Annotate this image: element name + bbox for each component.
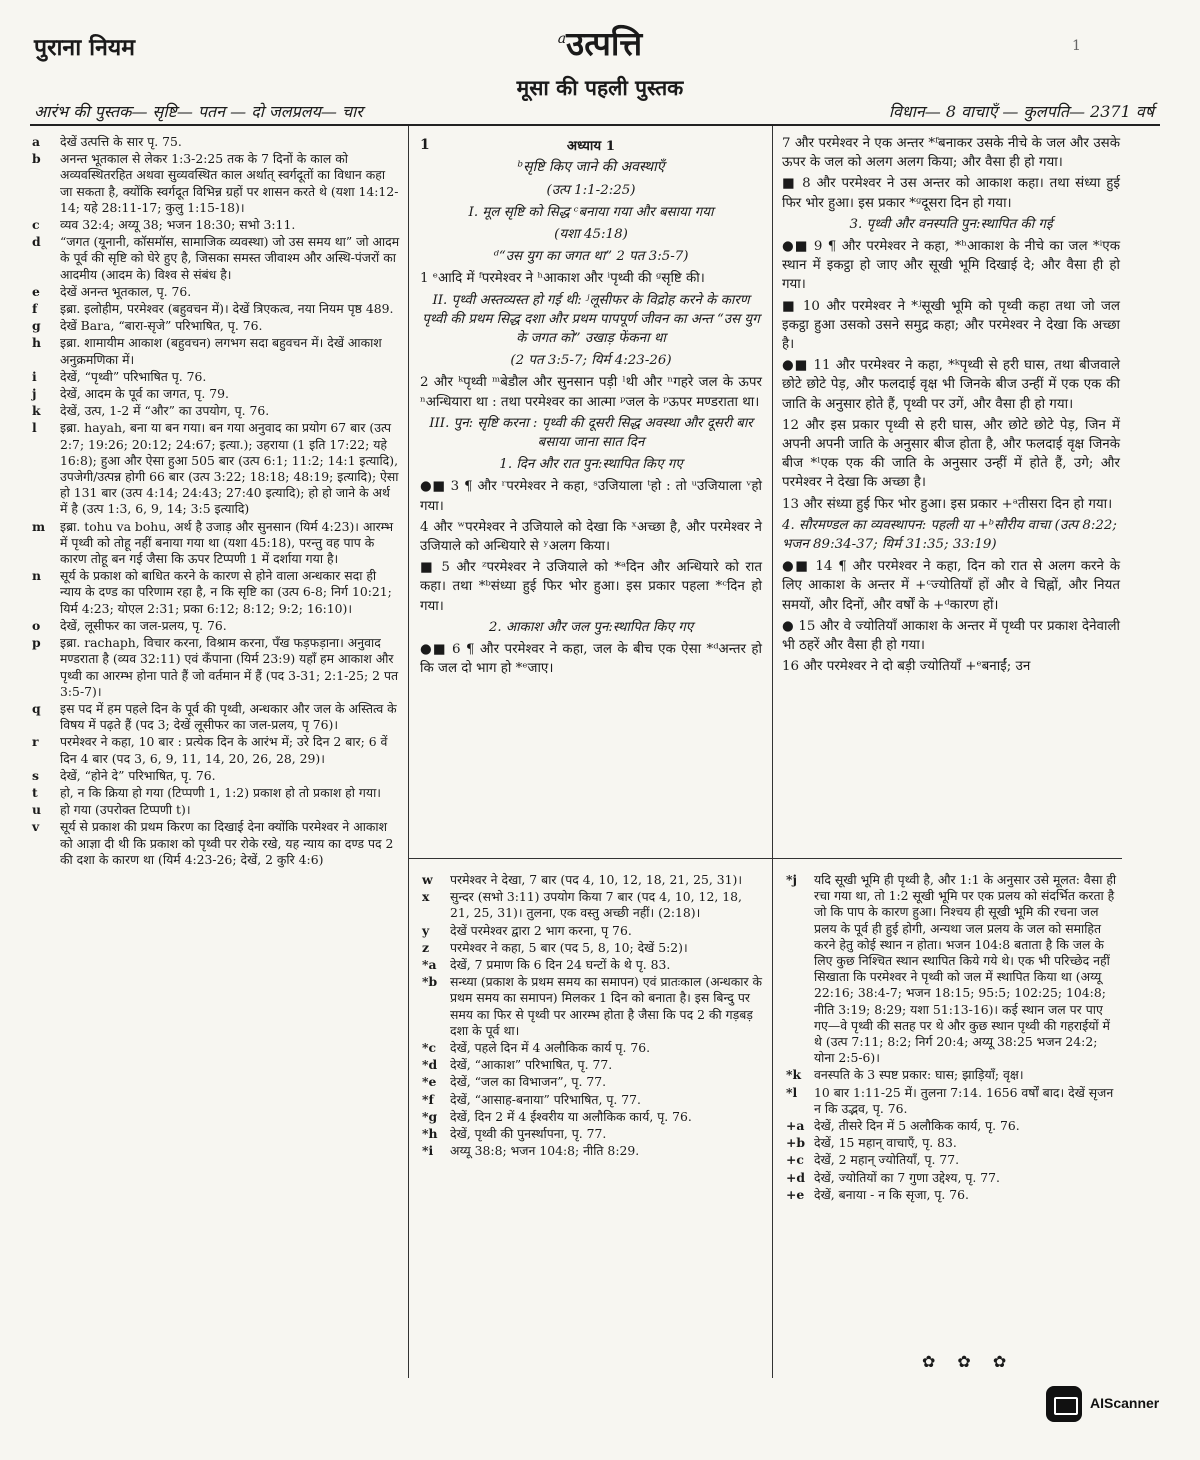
chapter-title: अध्याय 1 — [566, 138, 616, 155]
right-notes-column — [786, 872, 1120, 1204]
footnote-text: इस पद में हम पहले दिन के पूर्व की पृथ्वी, अन्धकार और जल के अस्तित्व के विषय में पढ़ते हैं (पद 3; देखें लूसीफर का जल-प्रलय, पृ 76)। — [60, 700, 397, 733]
footnote-label: k — [32, 403, 41, 419]
section-heading-ii: II. पृथ्वी अस्तव्यस्त हो गई थी: ʲलूसीफर के विद्रोह करने के कारण पृथ्वी की प्रथम सिद्ध दशा और प्रथम पापपूर्ण जीवन का अन्त “उस युग के जगत को” उखाड़ फेंकना था — [422, 292, 760, 347]
footnote-text: देखें, “होने दे” परिभाषित, पृ. 76. — [60, 767, 216, 783]
footnote-label: *e — [422, 1074, 437, 1090]
footnote — [786, 1170, 1120, 1186]
footnote-label: t — [32, 784, 38, 800]
verse-2: 2 और ᵏपृथ्वी ᵐबेडौल और सुनसान पड़ी ˡथी और ⁿगहरे जल के ऊपर ⁿअन्धियारा था : तथा परमेश्वर का आत्मा ᵖजल के ᵖऊपर मण्डराता था। — [420, 375, 762, 410]
footnote-label: *g — [422, 1108, 438, 1124]
footnote-text: अनन्त भूतकाल से लेकर 1:3-2:25 तक के 7 दिनों के काल को अव्यवस्थितरहित अथवा सुव्यवस्थित काल अर्थात् स्वर्गदूतों का विधान कहा जा सकता है, क्योंकि स्वर्गदूत विभिन्न ग्रहों पर शासन करते थे (यशा 14:12-14; यहे 28:11-17; कुलु 1:15-18)। — [60, 151, 399, 215]
footnote — [422, 872, 762, 888]
section-heading-creation-ref: (उत्प 1:1-2:25) — [546, 182, 636, 198]
footnote-label: s — [32, 767, 39, 783]
footnote — [786, 1118, 1120, 1134]
footnote-label: +d — [786, 1169, 806, 1185]
footnote-label: +b — [786, 1135, 806, 1151]
footnote-text: देखें, लूसीफर का जल-प्रलय, पृ. 76. — [60, 617, 227, 633]
footnote-text: देखें, 2 महान् ज्योतियाँ, पृ. 77. — [814, 1152, 960, 1168]
section-heading-i-quote: ᵈ“उस युग का जगत था” 2 पत 3:5-7) — [493, 249, 689, 265]
footnote-label: h — [32, 335, 42, 351]
footnote-label: +e — [786, 1186, 805, 1202]
footnote-text: हो, न कि क्रिया हो गया (टिप्पणी 1, 1:2) प्रकाश हो तो प्रकाश हो गया। — [60, 784, 381, 800]
section-heading-vegetation: 3. पृथ्वी और वनस्पति पुन:स्थापित की गई — [849, 216, 1053, 232]
footnote-label: *h — [422, 1126, 438, 1142]
footnote-text: अय्यू 38:8; भजन 104:8; नीति 8:29. — [450, 1143, 640, 1159]
verse-9: ●■ 9 ¶ और परमेश्वर ने कहा, *ʰआकाश के नीचे का जल *ⁱएक स्थान में इकट्ठा हो जाए और सूखी भूमि दिखाई दे; और वैसा ही हो गया। — [782, 239, 1120, 293]
testament-label: पुराना नियम — [34, 34, 135, 61]
book-title — [0, 20, 1200, 65]
footnote-text: देखें, आदम के पूर्व का जगत, पृ. 79. — [60, 386, 229, 402]
footnote — [32, 284, 400, 300]
footnote-text: देखें अनन्त भूतकाल, पृ. 76. — [60, 283, 192, 299]
section-heading-iv-sub: 2. आकाश और जल पुन:स्थापित किए गए — [488, 619, 694, 635]
footnote-text: इब्रा. शामायीम आकाश (बहुवचन) लगभग सदा बहुवचन में। देखें आकाश अनुक्रमणिका में। — [60, 335, 382, 367]
section-heading-iii-sub: 1. दिन और रात पुन:स्थापित किए गए — [499, 457, 683, 473]
footnote-label: p — [32, 635, 41, 651]
footnote — [32, 134, 400, 150]
column-rule-right — [772, 126, 773, 1378]
section-heading-i: I. मूल सृष्टि को सिद्ध ᶜबनाया गया और बसाया गया — [468, 204, 714, 220]
footnote-label: z — [422, 939, 430, 955]
footnote — [32, 318, 400, 334]
verse-5: ■ 5 और ᶻपरमेश्वर ने उजियाले को *ᵃदिन और अन्धियारे को रात कहा। तथा *ᵇसंध्या हुई फिर भोर हुआ। इस प्रकार पहला *ᶜदिन हो गया। — [420, 560, 762, 614]
verse-11: ●■ 11 और परमेश्वर ने कहा, *ᵏपृथ्वी से हरी घास, तथा बीजवाले छोटे छोटे पेड़, और फलदाई वृक्ष भी जिनके बीज उन्हीं में एक एक की जाति के अनुसार होते हैं, पृथ्वी पर उगें, और वैसा ही हो गया। — [782, 358, 1120, 412]
verse-1: 1 ᵉआदि में ᶠपरमेश्वर ने ʰआकाश और ⁱपृथ्वी की ᵍसृष्टि की। — [420, 271, 705, 287]
footnote-label: *j — [786, 872, 797, 887]
footnote-label: *k — [786, 1067, 802, 1083]
footnote — [32, 819, 400, 868]
verse-14: ●■ 14 ¶ और परमेश्वर ने कहा, दिन को रात से अलग करने के लिए आकाश के अन्तर में +ᶜज्योतियाँ हों और वे चिह्नों, और नियत समयों, और दिनों, और वर्षों के +ᵈकारण हों। — [782, 559, 1120, 613]
footnote — [422, 923, 762, 939]
footnote-text: “जगत (यूनानी, कॉसमॉस, सामाजिक व्यवस्था) जो उस समय था” जो आदम के पूर्व की सृष्टि को घेरे हुए है, जिसका समस्त जीवाश्म और अस्थि-पंजरों का आदमीय (आदम के) विश्व से संबंध है। — [60, 234, 400, 282]
footnote — [32, 234, 400, 283]
footnote-text: देखें, तीसरे दिन में 5 अलौकिक कार्य, पृ. 76. — [814, 1118, 1020, 1134]
footnote-text: सूर्य से प्रकाश की प्रथम किरण का दिखाई देना क्योंकि परमेश्वर ने आकाश को आज्ञा दी थी कि प्रकाश को पृथ्वी पर रोके रखे, यह न्याय का दण्ड पद 2 की दशा के कारण था (यिर्म 4:23-26; देखें, 2 कुरि 4:6) — [60, 819, 394, 867]
footnote-text: परमेश्वर ने देखा, 7 बार (पद 4, 10, 12, 18, 21, 25, 31)। — [450, 872, 743, 887]
footnote-text: हो गया (उपरोक्त टिप्पणी t)। — [60, 802, 191, 818]
verse-4: 4 और ʷपरमेश्वर ने उजियाले को देखा कि ˣअच्छा है, और परमेश्वर ने उजियाले को अन्धियारे से ʸअलग किया। — [420, 519, 762, 555]
footnote-label: n — [32, 568, 42, 584]
footnote-text: इब्रा. hayah, बना या बन गया। बन गया अनुवाद का प्रयोग 67 बार (उत्प 2:7; 19:26; 20:12; 24:67; इत्या.); उहराया (1 इति 17:22; यहे 16:8); हुआ और ऐसा हुआ 505 बार (उत्प 6:1; 11:2; 14:1 इत्यादि), उपजेगी/उत्पन्न होगी 66 बार (उत्प 3:22; 18:18; 48:19; इत्यादि); ऐसा हो 131 बार (उत्प 4:14; 24:43; 27:40 इत्यादि); हो हो जाने के अर्थ में है (उत्प 1:3, 6, 9, 14; 3:5 इत्यादि) — [60, 420, 399, 517]
footnote — [32, 618, 400, 634]
verse-13: 13 और संध्या हुई फिर भोर हुआ। इस प्रकार +ᵃतीसरा दिन हो गया। — [782, 496, 1113, 512]
footnote-text: सूर्य के प्रकाश को बाधित करने के कारण से होने वाला अन्धकार सदा ही न्याय के दण्ड का परिणाम रहा है, न कि सृष्टि का (उत्प 6-8; निर्ग 10:21; यिर्म 4:23; योएल 2:31; प्रका 6:12; 8:12; 9:2; 16:10)। — [60, 568, 392, 616]
footnote-label: l — [32, 420, 37, 436]
verse-6: ●■ 6 ¶ और परमेश्वर ने कहा, जल के बीच एक ऐसा *ᵈअन्तर हो कि जल दो भाग हो *ᵉजाए। — [420, 642, 762, 677]
scanner-watermark — [1046, 1386, 1176, 1426]
footnote-text: देखें परमेश्वर द्वारा 2 भाग करना, पृ 76. — [450, 922, 632, 938]
footnote-text: देखें उत्पत्ति के सार पृ. 75. — [60, 134, 182, 149]
footnote-text: देखें, “जल का विभाजन”, पृ. 77. — [450, 1074, 607, 1090]
footnote-text: देखें, “पृथ्वी” परिभाषित पृ. 76. — [60, 368, 207, 384]
footnote — [786, 1085, 1120, 1117]
footnote-text: देखें, “आसाह-बनाया” परिभाषित, पृ. 77. — [450, 1091, 641, 1107]
column-rule-left — [408, 126, 409, 1378]
footnote-label: d — [32, 234, 41, 250]
footnote-label: a — [32, 134, 41, 149]
footnote — [422, 974, 762, 1039]
page-number: 1 — [1072, 38, 1081, 54]
footnote — [422, 1074, 762, 1090]
footnote-text: परमेश्वर ने कहा, 5 बार (पद 5, 8, 10; देखें 5:2)। — [450, 939, 688, 955]
verse-7: 7 और परमेश्वर ने एक अन्तर *ᶠबनाकर उसके नीचे के जल और उसके ऊपर के जल को अलग अलग किया; और वैसा ही हो गया। — [782, 136, 1120, 171]
verse-16: 16 और परमेश्वर ने दो बड़ी ज्योतियाँ +ᵉबनाईं; उन — [782, 659, 1031, 675]
section-heading-creation: ᵇसृष्टि किए जाने की अवस्थाएँ — [517, 159, 665, 176]
footnote-text: यदि सूखी भूमि ही पृथ्वी है, और 1:1 के अनुसार उसे मूलत: वैसा ही रचा गया था, तो 1:2 सूखी भूमि पर एक प्रलय को संदर्भित करता है जो कि पाप के कारण हुआ। निश्चय ही सूखी भूमि की रचना जल प्रलय के पूर्व ही हुई होगी, अन्यथा जल प्रलय के जल को समाहित करने हेतु कोई स्थान न होता। भजन 104:8 बताता है कि जल के लिए कुछ निश्चित स्थान स्थापित किये गये थे। एक भी परिच्छेद नहीं सिखाता कि परमेश्वर ने पृथ्वी को जल में स्थापित किया था (अय्यू 22:16; 38:4-7; भजन 18:15; 95:5; 102:25; 104:8; नीति 3:19; 8:29; यशा 51:13-16)। कई स्थान जल पर पाए गए—वे पृथ्वी की सतह पर थे और कुछ स्थान पृथ्वी की गहराईयों में थे (उत्प 7:11; 8:2; निर्ग 20:4; अय्यू 38:25 भजन 24:2; योना 2:5-6)। — [814, 872, 1117, 1066]
title-footnote-mark: a — [557, 31, 567, 47]
footnote — [786, 1135, 1120, 1151]
footnote-label: v — [32, 819, 40, 835]
footnote-text: देखें, “आकाश” परिभाषित, पृ. 77. — [450, 1057, 613, 1073]
footnote-text: सन्ध्या (प्रकाश के प्रथम समय का समापन) एवं प्रातःकाल (अन्धकार के प्रथम समय का समापन) मिलकर 1 दिन को बनाता है। इस बिन्दु पर समय का फिर से पृथ्वी पर आरम्भ होता है जैसा कि पद 2 की गड़बड़ दशा के पूर्व था। — [450, 974, 762, 1038]
footnote-text: देखें, बनाया - न कि सृजा, पृ. 76. — [814, 1186, 969, 1202]
footnote — [32, 151, 400, 216]
footnote-text: देखें Bara, “बारा-सृजे” परिभाषित, पृ. 76. — [60, 318, 263, 334]
footnote-label: u — [32, 802, 42, 818]
footnote — [32, 768, 400, 784]
footnote-label: x — [422, 889, 430, 905]
footnote-text: सुन्दर (सभो 3:11) उपयोग किया 7 बार (पद 4, 10, 12, 18, 21, 25, 31)। तुलना, एक वस्तु अच्छी नहीं। (2:18)। — [450, 889, 742, 921]
footnote-label: *l — [786, 1084, 798, 1100]
verse-10: ■ 10 और परमेश्वर ने *ʲसूखी भूमि को पृथ्वी कहा तथा जो जल इकट्ठा हुआ उसको उसने समुद्र कहा; और परमेश्वर ने देखा कि अच्छा है। — [782, 298, 1120, 353]
footnote-text: देखें, ज्योतियों का 7 गुणा उद्देश्य, पृ. 77. — [814, 1169, 1000, 1185]
footnote-text: देखें, उत्प, 1-2 में “और” का उपयोग, पृ. 76. — [60, 403, 270, 419]
scanner-logo-icon — [1046, 1386, 1082, 1422]
end-ornament: ✿✿✿ — [922, 1352, 1029, 1371]
footnote-text: इब्रा. rachaph, विचार करना, विश्राम करना, पँख फड़फड़ाना। अनुवाद मण्डराता है (व्यव 32:11) एवं कँपाना (यिर्म 23:9) यहाँ हम आकाश और पृथ्वी का आरम्भ होना पाते हैं जो वर्तमान में हैं (पद 3-31; 2:1-25; 2 पत 3:5-7)। — [60, 635, 399, 699]
footnote-label: r — [32, 734, 39, 750]
footnote-text: व्यव 32:4; अय्यू 38; भजन 18:30; सभो 3:11. — [60, 217, 296, 233]
footnote-label: b — [32, 151, 41, 167]
section-heading-solar: 4. सौरमण्डल का व्यवस्थापन: पहली या +ᵇसौरीय वाचा (उत्प 8:22; भजन 89:34-37; यिर्म 31:35; 33:19) — [782, 517, 1117, 553]
footnote-label: i — [32, 368, 37, 384]
footnote — [422, 957, 762, 973]
verse-column-right — [782, 134, 1120, 678]
footnote-label: f — [32, 301, 38, 317]
footnote-text: 10 बार 1:11-25 में। तुलना 7:14. 1656 वर्षों बाद। देखें सृजन न कि उद्भव, पृ. 76. — [814, 1084, 1114, 1116]
footnote — [32, 420, 400, 517]
footnote-label: *d — [422, 1057, 438, 1073]
footnote — [32, 335, 400, 367]
footnote-label: +c — [786, 1152, 804, 1168]
footnote-label: *b — [422, 974, 438, 990]
footnote — [422, 1057, 762, 1073]
timeline-right: विधान— 8 वाचाएँ — कुलपति— 2371 वर्ष — [888, 102, 1154, 121]
footnote — [422, 1126, 762, 1142]
footnote — [422, 1109, 762, 1125]
footnote — [786, 1152, 1120, 1168]
footnote — [32, 802, 400, 818]
verse-column-middle — [420, 136, 762, 680]
footnote-label: c — [32, 217, 40, 233]
footnote-label: w — [422, 872, 433, 887]
footnote-label: y — [422, 922, 430, 938]
footnote-label: *c — [422, 1040, 437, 1056]
left-notes-column — [32, 134, 400, 869]
verse-notes-divider — [408, 858, 1122, 859]
footnote — [32, 734, 400, 766]
footnote — [786, 1067, 1120, 1083]
footnote-label: q — [32, 700, 41, 716]
middle-notes-column — [422, 872, 762, 1160]
footnote — [32, 785, 400, 801]
section-heading-iii: III. पुन: सृष्टि करना : पृथ्वी की दूसरी सिद्ध अवस्था और दूसरी बार बसाया जाना सात दिन — [429, 415, 753, 451]
footnote-text: इब्रा. tohu va bohu, अर्थ है उजाड़ और सुनसान (यिर्म 4:23)। आरम्भ में पृथ्वी को तोहू नहीं बनाया गया था (यशा 45:18), परन्तु वह पाप के कारण तोहू बन गई जैसा कि ऊपर टिप्पणी 1 में दर्शाया गया है। — [60, 518, 394, 567]
footnote-label: m — [32, 518, 46, 534]
footnote — [32, 217, 400, 233]
footnote — [422, 1040, 762, 1056]
footnote — [422, 1143, 762, 1159]
footnote-label: g — [32, 318, 41, 334]
footnote-label: o — [32, 617, 41, 633]
footnote-text: देखें, 15 महान् वाचाएँ, पृ. 83. — [814, 1135, 957, 1151]
footnote — [786, 1187, 1120, 1203]
timeline-left: आरंभ की पुस्तक— सृष्टि— पतन — दो जलप्रलय— चार — [34, 102, 363, 121]
footnote — [32, 403, 400, 419]
footnote — [422, 940, 762, 956]
footnote-label: *a — [422, 957, 437, 973]
footnote — [32, 301, 400, 317]
footnote — [786, 872, 1120, 1066]
footnote — [32, 386, 400, 402]
footnote-label: e — [32, 283, 40, 299]
footnote — [32, 635, 400, 700]
book-title-text: उत्पत्ति — [566, 24, 643, 63]
footnote-text: देखें, 7 प्रमाण कि 6 दिन 24 घन्टों के थे पृ. 83. — [450, 957, 671, 973]
verse-15: ● 15 और वे ज्योतियाँ आकाश के अन्तर में पृथ्वी पर प्रकाश देनेवाली भी ठहरें और वैसा ही हो गया। — [782, 618, 1120, 654]
footnote-label: j — [32, 386, 37, 402]
footnote — [32, 369, 400, 385]
footnote-text: देखें, पृथ्वी की पुनर्स्थापना, पृ. 77. — [450, 1126, 607, 1142]
header-divider — [30, 124, 1160, 126]
verse-3: ●■ 3 ¶ और ʳपरमेश्वर ने कहा, ˢउजियाला ᵗहो : तो ᵘउजियाला ᵛहो गया। — [420, 479, 762, 514]
footnote-text: देखें, पहले दिन में 4 अलौकिक कार्य पृ. 76. — [450, 1040, 651, 1056]
verse-12: 12 और इस प्रकार पृथ्वी से हरी घास, और छोटे छोटे पेड़, जिन में अपनी अपनी जाति के अनुसार बीज होता है, और फलदाई वृक्ष जिनके बीज *ˡएक एक की जाति के अनुसार उन्हीं में होते हैं, उगे; और परमेश्वर ने देखा कि अच्छा है। — [782, 417, 1120, 491]
footnote — [32, 519, 400, 568]
footnote-label: *f — [422, 1091, 434, 1107]
footnote-label: +a — [786, 1118, 805, 1134]
section-heading-ii-ref: (2 पत 3:5-7; यिर्म 4:23-26) — [510, 353, 672, 369]
footnote — [422, 889, 762, 921]
footnote-text: वनस्पति के 3 स्पष्ट प्रकार: घास; झाड़ियाँ; वृक्ष। — [814, 1067, 1024, 1083]
scanner-brand: AIScanner — [1090, 1395, 1160, 1411]
footnote-text: परमेश्वर ने कहा, 10 बार : प्रत्येक दिन के आरंभ में; उरे दिन 2 बार; 6 वें दिन 4 बार (पद 3, 6, 9, 11, 14, 20, 26, 28, 29)। — [60, 734, 388, 766]
footnote-text: देखें, दिन 2 में 4 ईश्वरीय या अलौकिक कार्य, पृ. 76. — [450, 1108, 692, 1124]
chapter-number: 1 — [420, 137, 430, 153]
book-subtitle: मूसा की पहली पुस्तक — [516, 75, 684, 100]
footnote-text: इब्रा. इलोहीम, परमेश्वर (बहुवचन में)। देखें त्रिएकत्व, नया नियम पृष्ठ 489. — [60, 301, 394, 317]
footnote — [32, 701, 400, 733]
footnote — [422, 1092, 762, 1108]
section-heading-i-ref: (यशा 45:18) — [554, 227, 628, 243]
footnote — [32, 568, 400, 617]
footnote-label: *i — [422, 1143, 434, 1159]
verse-8: ■ 8 और परमेश्वर ने उस अन्तर को आकाश कहा। तथा संध्या हुई फिर भोर हुआ। इस प्रकार *ᵍदूसरा दिन हो गया। — [782, 176, 1120, 211]
